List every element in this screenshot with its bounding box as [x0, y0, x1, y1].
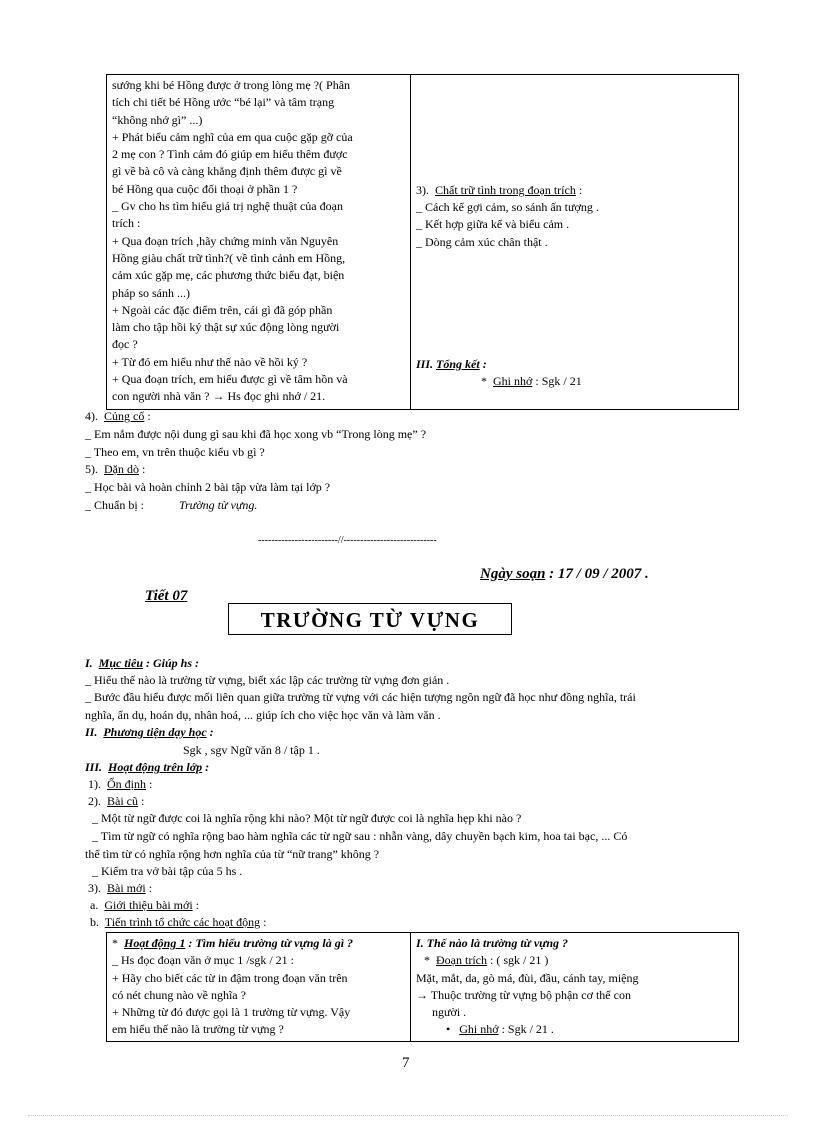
lyric-heading: 3). Chất trữ tình trong đoạn trích :	[416, 183, 583, 197]
table1-left-line: con người nhà văn ? → Hs đọc ghi nhớ / 21.	[112, 389, 326, 404]
lesson-number: Tiết 07	[145, 588, 188, 604]
table2-right-cell	[411, 933, 739, 1042]
page-title: TRƯỜNG TỪ VỰNG	[228, 603, 512, 635]
table1-left-line: + Phát biểu cảm nghĩ của em qua cuộc gặp gỡ của	[112, 129, 353, 144]
table1-left-line: đọc ?	[112, 337, 138, 352]
table1-left-line: + Qua đoạn trích ,hãy chứng minh văn Nguyên	[112, 233, 339, 248]
table1-right-cell	[411, 75, 739, 410]
step1-heading: 1). Ổn định :	[88, 777, 153, 791]
lyric-items	[416, 199, 599, 251]
section5-item: _ Học bài và hoàn chỉnh 2 bài tập vừa làm tại lớp ?	[85, 480, 331, 494]
objective-line: _ Hiểu thế nào là trường từ vựng, biết xác lập các trường từ vựng đơn giản .	[85, 673, 450, 687]
definition-heading: I. Thế nào là trường từ vựng ?	[416, 936, 569, 950]
activity-heading: * Hoạt động 1 : Tìm hiểu trường từ vựng là gì ?	[112, 936, 354, 950]
table1-left-line: tích chi tiết bé Hồng ước “bé lại” và tâm trạng	[112, 95, 335, 110]
step2-line: _ Kiểm tra vở bài tập của 5 hs .	[92, 864, 243, 878]
table1-left-line: + Qua đoạn trích, em hiểu được gì về tâm hồn và	[112, 372, 348, 387]
table1-left-line: gì về bà cô và càng khẳng định thêm được gì về	[112, 164, 342, 179]
page-number: 7	[402, 1055, 410, 1071]
step3-a: a. Giới thiệu bài mới :	[90, 898, 200, 912]
summary-ghinho: * Ghi nhớ : Sgk / 21	[481, 374, 582, 388]
activity-line: + Những từ đó được gọi là 1 trường từ vựng. Vậy	[112, 1005, 351, 1020]
activity-table	[106, 932, 739, 1042]
table1-left-line: “không nhớ gì” ...)	[112, 112, 203, 127]
table1-left-line: trích :	[112, 216, 141, 231]
activity-line: _ Hs đọc đoạn văn ở mục 1 /sgk / 21 :	[112, 953, 294, 968]
table1-left-line: pháp so sánh ...)	[112, 285, 190, 300]
section5-heading: 5). Dặn dò :	[85, 462, 146, 476]
part1-lines	[85, 672, 636, 724]
table1-left-line: cảm xúc gặp mẹ, các phương thức biểu đạt, biện	[112, 268, 345, 283]
lyric-item: _ Dòng cảm xúc chân thật .	[416, 234, 548, 249]
part2-heading: II. Phương tiện dạy học :	[85, 725, 214, 739]
activity-line: em hiểu thế nào là trường từ vựng ?	[112, 1022, 284, 1037]
activity-line: có nét chung nào về nghĩa ?	[112, 987, 246, 1002]
date-line: Ngày soạn : 17 / 09 / 2007 .	[480, 566, 649, 582]
table1-left-line: 2 mẹ con ? Tình cảm đó giúp em hiểu thêm được	[112, 147, 348, 162]
table2-left-cell	[107, 933, 411, 1042]
section5-item2: _ Chuẩn bị : Trường từ vựng.	[85, 498, 258, 512]
step2-line: _ Một từ ngữ được coi là nghĩa rộng khi nào? Một từ ngữ được coi là nghĩa hẹp khi nào ?	[92, 811, 522, 825]
lyric-item: _ Kết hợp giữa kể và biểu cảm .	[416, 217, 570, 232]
table1-left-line: sướng khi bé Hồng được ở trong lòng mẹ ?( Phân	[112, 78, 351, 92]
table1-left-line: làm cho tập hồi ký thật sự xúc động lòng người	[112, 320, 340, 335]
lyric-item: _ Cách kể gợi cảm, so sánh ấn tượng .	[416, 200, 599, 214]
excerpt-line: * Đoạn trích : ( sgk / 21 )	[424, 953, 549, 968]
footer-rule	[28, 1115, 788, 1116]
excerpt-conclusion: → Thuộc trường từ vựng bộ phận cơ thể con	[416, 987, 631, 1002]
section4-heading: 4). Củng cố :	[85, 409, 151, 423]
summary-heading: III. Tổng kết :	[416, 357, 487, 371]
separator: ------------------------//----------------------------	[258, 535, 437, 546]
activity-line: + Hãy cho biết các từ in đậm trong đoạn văn trên	[112, 970, 348, 985]
step3-heading: 3). Bài mới :	[88, 881, 153, 895]
excerpt-conclusion-cont: người .	[432, 1005, 467, 1020]
excerpt-words: Mặt, mắt, da, gò má, đùi, đầu, cánh tay, miệng	[416, 970, 639, 985]
objective-line: nghĩa, ẩn dụ, hoán dụ, nhân hoá, ... giúp ích cho việc học văn và làm văn .	[85, 707, 441, 722]
step3-b: b. Tiến trình tổ chức các hoạt động :	[90, 915, 267, 929]
definition-ghinho: • Ghi nhớ : Sgk / 21 .	[446, 1022, 554, 1037]
continuation-table	[106, 74, 739, 410]
part3-heading: III. Hoạt động trên lớp :	[85, 760, 210, 774]
table1-left-line: _ Gv cho hs tìm hiểu giá trị nghệ thuật của đoạn	[112, 199, 343, 214]
table1-left-line: + Ngoài các đặc điểm trên, cái gì đã góp phần	[112, 302, 333, 317]
section4-item: _ Theo em, vn trên thuộc kiểu vb gì ?	[85, 445, 265, 459]
table1-left-line: + Từ đó em hiểu như thế nào về hồi ký ?	[112, 354, 308, 369]
part2-line: Sgk , sgv Ngữ văn 8 / tập 1 .	[183, 743, 320, 757]
part1-heading: I. Mục tiêu : Giúp hs :	[85, 656, 200, 670]
step2-line: _ Tìm từ ngữ có nghĩa rộng bao hàm nghĩa các từ ngữ sau : nhẫn vàng, dây chuyền bạch kim, hoa tai bạc, ... Có	[92, 829, 628, 843]
activity-lines	[112, 952, 405, 1038]
table1-left-cell	[107, 75, 411, 410]
objective-line: _ Bước đầu hiểu được mối liên quan giữa trường từ vựng với các hiện tượng ngôn ngữ đã học như đồng nghĩa, trái	[85, 690, 636, 705]
step2-heading: 2). Bài cũ :	[88, 794, 145, 808]
step2-line: thể tìm từ có nghĩa rộng hơn nghĩa của từ “nữ trang” không ?	[85, 847, 380, 861]
table1-left-line: Hồng giàu chất trữ tình?( về tình cảnh em Hồng,	[112, 250, 346, 265]
section4-item: _ Em nắm được nội dung gì sau khi đã học xong vb “Trong lòng mẹ” ?	[85, 427, 427, 441]
table1-left-line: bé Hồng qua cuộc đối thoại ở phần 1 ?	[112, 181, 298, 196]
